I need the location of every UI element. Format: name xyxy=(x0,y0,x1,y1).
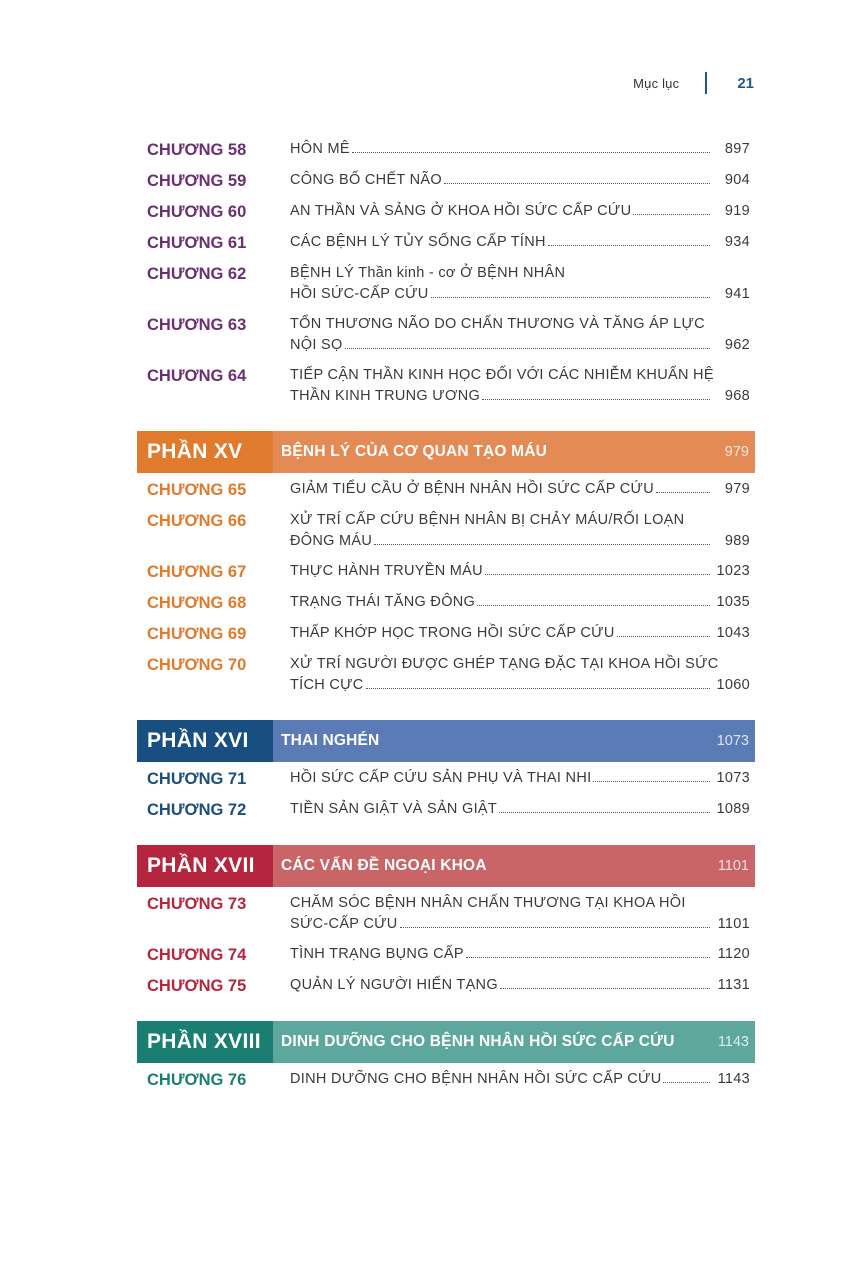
dot-leader xyxy=(617,636,710,637)
toc-entry[interactable] xyxy=(137,170,755,192)
entry-line xyxy=(290,386,755,407)
entry-page: 989 xyxy=(724,533,750,549)
part-header xyxy=(137,720,755,762)
entry-title: ĐÔNG MÁU xyxy=(290,533,373,549)
entry-title: TIỀN SẢN GIẬT VÀ SẢN GIẬT xyxy=(290,801,498,817)
toc-entry[interactable] xyxy=(137,623,755,645)
entry-page: 1060 xyxy=(716,677,750,693)
toc-entry[interactable] xyxy=(137,201,755,223)
part-label: PHẦN XVI xyxy=(137,720,273,762)
chapter-label: CHƯƠNG 75 xyxy=(147,977,247,995)
entry-body xyxy=(290,768,755,790)
entry-body xyxy=(290,1069,755,1091)
toc-entry[interactable] xyxy=(137,479,755,501)
entry-line xyxy=(290,1069,755,1090)
chapter-label: CHƯƠNG 71 xyxy=(147,770,247,788)
entry-page: 962 xyxy=(724,337,750,353)
dot-leader xyxy=(444,183,710,184)
entry-body xyxy=(290,893,755,935)
dot-leader xyxy=(345,348,710,349)
chapter-label: CHƯƠNG 70 xyxy=(147,656,247,674)
entry-body xyxy=(290,170,755,192)
entry-title: THẤP KHỚP HỌC TRONG HỒI SỨC CẤP CỨU xyxy=(290,625,615,641)
entry-line xyxy=(290,365,755,386)
toc-entry[interactable] xyxy=(137,139,755,161)
entry-body xyxy=(290,232,755,254)
chapter-label: CHƯƠNG 76 xyxy=(147,1071,247,1089)
part-title-bar xyxy=(273,1021,755,1063)
chapter-label: CHƯƠNG 61 xyxy=(147,234,247,252)
entry-page: 904 xyxy=(724,172,750,188)
part-title: CÁC VẤN ĐỀ NGOẠI KHOA xyxy=(281,857,487,874)
part-title-bar xyxy=(273,720,755,762)
chapter-label: CHƯƠNG 72 xyxy=(147,801,247,819)
part-title-bar xyxy=(273,845,755,887)
dot-leader xyxy=(477,605,710,606)
page-number: 21 xyxy=(737,74,754,92)
dot-leader xyxy=(366,688,710,689)
entry-line xyxy=(290,170,755,191)
dot-leader xyxy=(482,399,710,400)
entry-title: XỬ TRÍ NGƯỜI ĐƯỢC GHÉP TẠNG ĐẶC TẠI KHOA HỒI SỨC xyxy=(290,656,719,672)
entry-title: DINH DƯỠNG CHO BỆNH NHÂN HỒI SỨC CẤP CỨU xyxy=(290,1071,662,1087)
entry-title: THẦN KINH TRUNG ƯƠNG xyxy=(290,388,481,404)
chapter-label: CHƯƠNG 73 xyxy=(147,895,247,913)
toc-entry[interactable] xyxy=(137,1069,755,1091)
chapter-label: CHƯƠNG 67 xyxy=(147,563,247,581)
dot-leader xyxy=(374,544,710,545)
part-page: 1143 xyxy=(717,1034,749,1050)
toc-entry[interactable] xyxy=(137,314,755,356)
part-header xyxy=(137,1021,755,1063)
entry-page: 1043 xyxy=(716,625,750,641)
entry-line xyxy=(290,768,755,789)
dot-leader xyxy=(500,988,710,989)
toc-entry[interactable] xyxy=(137,944,755,966)
toc-entry[interactable] xyxy=(137,893,755,935)
dot-leader xyxy=(352,152,710,153)
part-page: 1073 xyxy=(716,733,749,749)
part-page: 979 xyxy=(724,444,749,460)
toc-entry[interactable] xyxy=(137,975,755,997)
entry-line xyxy=(290,531,755,552)
entry-title: TỔN THƯƠNG NÃO DO CHẤN THƯƠNG VÀ TĂNG ÁP LỰC xyxy=(290,316,705,332)
entry-page: 1035 xyxy=(716,594,750,610)
page-header xyxy=(633,72,754,94)
entry-title: TÍCH CỰC xyxy=(290,677,364,693)
chapter-label: CHƯƠNG 63 xyxy=(147,316,247,334)
entry-body xyxy=(290,975,755,997)
entry-body xyxy=(290,561,755,583)
part-label: PHẦN XVIII xyxy=(137,1021,273,1063)
entry-body xyxy=(290,592,755,614)
part-page: 1101 xyxy=(717,858,749,874)
entry-title: TRẠNG THÁI TĂNG ĐÔNG xyxy=(290,594,476,610)
entry-body xyxy=(290,479,755,501)
table-of-contents xyxy=(137,139,755,1100)
entry-body xyxy=(290,201,755,223)
entry-page: 941 xyxy=(724,286,750,302)
chapter-label: CHƯƠNG 59 xyxy=(147,172,247,190)
entry-title: AN THẦN VÀ SẢNG Ở KHOA HỒI SỨC CẤP CỨU xyxy=(290,203,632,219)
entry-page: 919 xyxy=(724,203,750,219)
entry-line xyxy=(290,675,755,696)
chapter-label: CHƯƠNG 74 xyxy=(147,946,247,964)
entry-line xyxy=(290,263,755,284)
entry-title: SỨC-CẤP CỨU xyxy=(290,916,398,932)
dot-leader xyxy=(485,574,710,575)
entry-line xyxy=(290,139,755,160)
chapter-label: CHƯƠNG 69 xyxy=(147,625,247,643)
entry-line xyxy=(290,232,755,253)
entry-body xyxy=(290,263,755,305)
entry-page: 1131 xyxy=(717,977,750,993)
entry-title: BỆNH LÝ Thần kinh - cơ Ở BỆNH NHÂN xyxy=(290,265,566,281)
chapter-label: CHƯƠNG 66 xyxy=(147,512,247,530)
part-header xyxy=(137,845,755,887)
entry-title: CHĂM SÓC BỆNH NHÂN CHẤN THƯƠNG TẠI KHOA HỒI xyxy=(290,895,686,911)
dot-leader xyxy=(593,781,710,782)
chapter-label: CHƯƠNG 64 xyxy=(147,367,247,385)
part-label: PHẦN XVII xyxy=(137,845,273,887)
chapter-label: CHƯƠNG 60 xyxy=(147,203,247,221)
entry-title: HỒI SỨC CẤP CỨU SẢN PHỤ VÀ THAI NHI xyxy=(290,770,592,786)
toc-entry[interactable] xyxy=(137,365,755,407)
entry-body xyxy=(290,654,755,696)
entry-page: 934 xyxy=(724,234,750,250)
part-title: BỆNH LÝ CỦA CƠ QUAN TẠO MÁU xyxy=(281,443,548,460)
entry-line xyxy=(290,799,755,820)
entry-body xyxy=(290,139,755,161)
toc-entry[interactable] xyxy=(137,510,755,552)
entry-title: QUẢN LÝ NGƯỜI HIẾN TẠNG xyxy=(290,977,498,993)
entry-title: HỒI SỨC-CẤP CỨU xyxy=(290,286,429,302)
chapter-label: CHƯƠNG 58 xyxy=(147,141,247,159)
entry-line xyxy=(290,510,755,531)
header-divider xyxy=(705,72,707,94)
entry-title: THỰC HÀNH TRUYỀN MÁU xyxy=(290,563,483,579)
toc-entry[interactable] xyxy=(137,799,755,821)
entry-line xyxy=(290,654,755,675)
entry-body xyxy=(290,365,755,407)
entry-page: 1073 xyxy=(716,770,750,786)
entry-line xyxy=(290,284,755,305)
entry-body xyxy=(290,314,755,356)
part-title-bar xyxy=(273,431,755,473)
entry-line xyxy=(290,561,755,582)
entry-body xyxy=(290,510,755,552)
entry-page: 979 xyxy=(724,481,750,497)
entry-page: 1143 xyxy=(717,1071,750,1087)
entry-title: GIẢM TIỂU CẦU Ở BỆNH NHÂN HỒI SỨC CẤP CỨU xyxy=(290,481,654,497)
entry-body xyxy=(290,944,755,966)
entry-line xyxy=(290,914,755,935)
entry-line xyxy=(290,201,755,222)
dot-leader xyxy=(656,492,710,493)
running-title: Mục lục xyxy=(633,75,680,91)
entry-title: HÔN MÊ xyxy=(290,141,350,157)
dot-leader xyxy=(548,245,710,246)
entry-body xyxy=(290,623,755,645)
part-title: THAI NGHÉN xyxy=(281,732,380,749)
toc-entry[interactable] xyxy=(137,232,755,254)
entry-title: TÌNH TRẠNG BỤNG CẤP xyxy=(290,946,464,962)
entry-line xyxy=(290,893,755,914)
dot-leader xyxy=(499,812,710,813)
entry-title: CÁC BỆNH LÝ TỦY SỐNG CẤP TÍNH xyxy=(290,234,546,250)
entry-title: NỘI SỌ xyxy=(290,337,343,353)
entry-line xyxy=(290,592,755,613)
dot-leader xyxy=(663,1082,710,1083)
entry-title: XỬ TRÍ CẤP CỨU BỆNH NHÂN BỊ CHẢY MÁU/RỐI LOẠN xyxy=(290,512,685,528)
entry-line xyxy=(290,975,755,996)
toc-entry[interactable] xyxy=(137,561,755,583)
part-label: PHẦN XV xyxy=(137,431,273,473)
entry-line xyxy=(290,479,755,500)
entry-line xyxy=(290,314,755,335)
dot-leader xyxy=(633,214,710,215)
chapter-label: CHƯƠNG 68 xyxy=(147,594,247,612)
entry-title: CÔNG BỐ CHẾT NÃO xyxy=(290,172,442,188)
toc-entry[interactable] xyxy=(137,654,755,696)
part-header xyxy=(137,431,755,473)
dot-leader xyxy=(400,927,710,928)
toc-entry[interactable] xyxy=(137,263,755,305)
dot-leader xyxy=(431,297,710,298)
chapter-label: CHƯƠNG 65 xyxy=(147,481,247,499)
entry-line xyxy=(290,944,755,965)
entry-page: 897 xyxy=(724,141,750,157)
toc-entry[interactable] xyxy=(137,768,755,790)
entry-body xyxy=(290,799,755,821)
entry-title: TIẾP CẬN THẦN KINH HỌC ĐỐI VỚI CÁC NHIỄM KHUẨN HỆ xyxy=(290,367,714,383)
entry-page: 1089 xyxy=(716,801,750,817)
toc-entry[interactable] xyxy=(137,592,755,614)
entry-page: 968 xyxy=(724,388,750,404)
entry-page: 1120 xyxy=(717,946,750,962)
entry-line xyxy=(290,623,755,644)
dot-leader xyxy=(466,957,710,958)
part-title: DINH DƯỠNG CHO BỆNH NHÂN HỒI SỨC CẤP CỨU xyxy=(281,1033,675,1050)
chapter-label: CHƯƠNG 62 xyxy=(147,265,247,283)
entry-page: 1023 xyxy=(716,563,750,579)
entry-page: 1101 xyxy=(717,916,750,932)
entry-line xyxy=(290,335,755,356)
